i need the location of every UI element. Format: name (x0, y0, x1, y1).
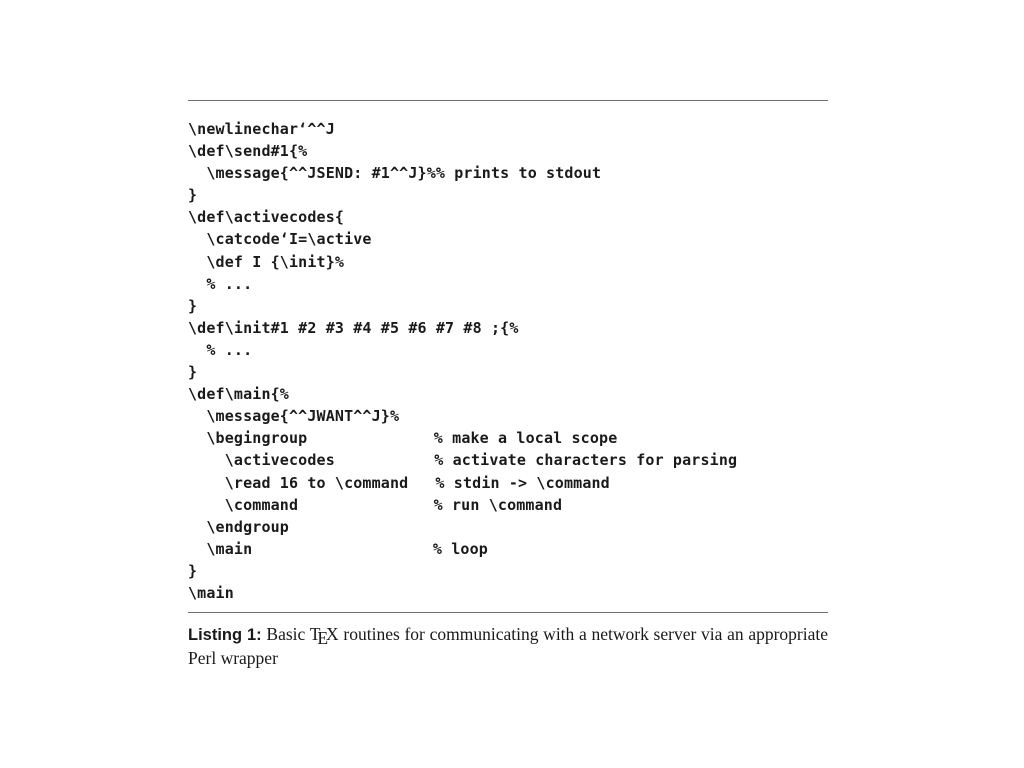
code-text: \main (188, 539, 253, 558)
bottom-rule (188, 612, 828, 613)
code-line (188, 405, 828, 427)
code-text: % ... (188, 340, 253, 359)
code-text: } (188, 186, 198, 205)
code-line (188, 472, 828, 494)
code-text: \def\init#1 #2 #3 #4 #5 #6 #7 #8 ;{% (188, 318, 519, 337)
code-line (188, 383, 828, 405)
code-text: \def\main{% (188, 385, 289, 404)
code-text: \activecodes (188, 451, 335, 470)
tex-logo (309, 624, 339, 648)
code-line (188, 140, 828, 162)
code-text: \newlinechar‘^^J (188, 120, 335, 138)
listing-figure (188, 100, 828, 670)
code-comment: % activate characters for parsing (434, 451, 738, 470)
code-text: \endgroup (188, 517, 289, 536)
code-text: \main (188, 583, 234, 602)
code-text: \read 16 to \command (188, 473, 409, 492)
code-line (188, 361, 828, 383)
code-line (188, 206, 828, 228)
code-text: \message{^^JSEND: #1^^J}%% prints to stdout (188, 164, 602, 183)
code-text: } (188, 363, 198, 382)
code-line (188, 449, 828, 471)
code-text: \message{^^JWANT^^J}% (188, 407, 400, 426)
tex-logo-t: T (309, 624, 321, 645)
code-line (188, 251, 828, 273)
top-rule (188, 100, 828, 101)
code-text: \def I {\init}% (188, 252, 345, 271)
tex-logo-x: X (326, 624, 339, 645)
code-line (188, 582, 828, 604)
caption-label: Listing 1: (188, 626, 262, 645)
code-comment: % run \command (433, 495, 563, 514)
code-listing (188, 118, 828, 604)
tex-logo-e: E (317, 627, 329, 648)
code-text: } (188, 561, 198, 580)
caption-text-before: Basic (266, 624, 306, 645)
code-comment: % loop (432, 539, 488, 558)
code-line (188, 273, 828, 295)
code-line (188, 560, 828, 582)
code-text: \def\activecodes{ (188, 208, 345, 227)
code-text: % ... (188, 274, 253, 293)
code-text: \begingroup (188, 429, 308, 448)
code-line (188, 184, 828, 206)
code-line (188, 516, 828, 538)
code-text: } (188, 296, 198, 315)
code-line (188, 317, 828, 339)
code-comment: % make a local scope (433, 429, 618, 448)
listing-caption (188, 623, 828, 670)
code-line (188, 162, 828, 184)
caption-text-after: routines for communicating with a network server via an appropriate Perl wrapper (188, 624, 829, 669)
code-text: \command (188, 495, 299, 514)
code-text: \def\send#1{% (188, 142, 308, 161)
code-text: \catcode‘I=\active (188, 230, 372, 249)
code-line (188, 494, 828, 516)
code-line (188, 427, 828, 449)
code-line (188, 538, 828, 560)
code-line (188, 118, 828, 140)
code-line (188, 228, 828, 250)
code-line (188, 295, 828, 317)
code-line (188, 339, 828, 361)
code-comment: % stdin -> \command (435, 473, 610, 492)
